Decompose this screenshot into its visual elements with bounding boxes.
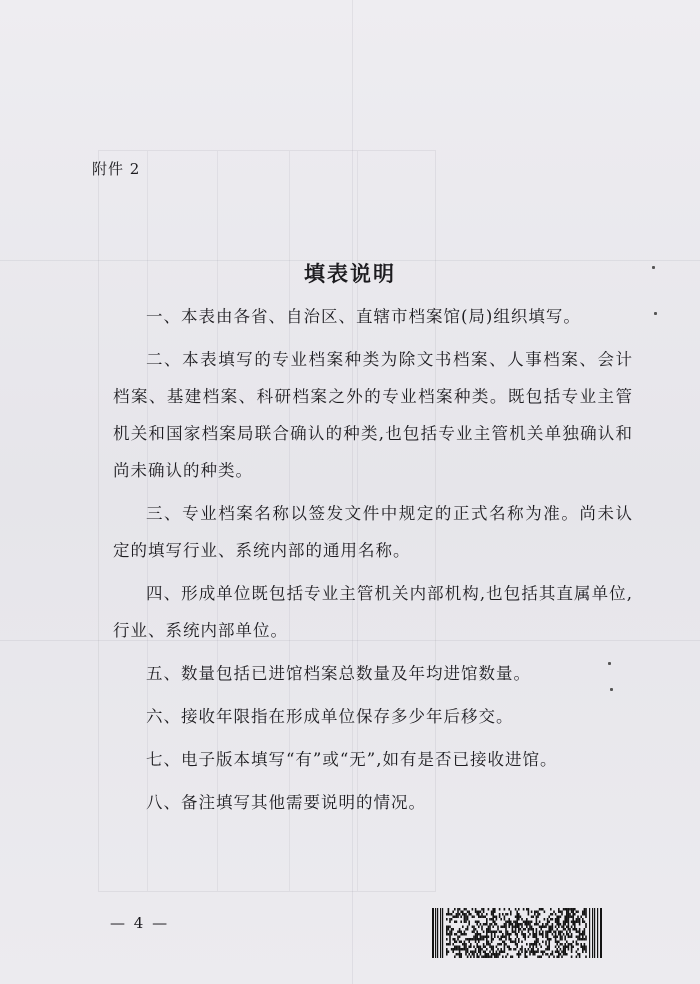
instruction-paragraph: 一、本表由各省、自治区、直辖市档案馆(局)组织填写。	[146, 307, 581, 326]
instruction-paragraph: 六、接收年限指在形成单位保存多少年后移交。	[146, 707, 514, 726]
instruction-paragraph: 二、本表填写的专业档案种类为除文书档案、人事档案、会计档案、基建档案、科研档案之外的专业档案种类。既包括专业主管机关和国家档案局联合确认的种类,也包括专业主管机关单独确认和尚未确认的种类。	[113, 350, 633, 480]
scan-speck	[654, 312, 657, 315]
instruction-paragraph: 五、数量包括已进馆档案总数量及年均进馆数量。	[146, 664, 531, 683]
attachment-label: 附件 2	[92, 160, 141, 178]
instructions-body	[113, 298, 633, 827]
instruction-paragraph: 八、备注填写其他需要说明的情况。	[146, 793, 426, 812]
instruction-paragraph: 七、电子版本填写“有”或“无”,如有是否已接收进馆。	[146, 750, 558, 769]
scan-speck	[608, 662, 611, 665]
scan-speck	[652, 266, 655, 269]
page-number: — 4 —	[110, 914, 170, 932]
instruction-paragraph: 三、专业档案名称以签发文件中规定的正式名称为准。尚未认定的填写行业、系统内部的通用名称。	[113, 504, 633, 560]
instruction-paragraph: 四、形成单位既包括专业主管机关内部机构,也包括其直属单位,行业、系统内部单位。	[113, 584, 633, 640]
pdf417-barcode	[432, 908, 602, 958]
scan-speck	[610, 688, 613, 691]
page-title: 填表说明	[304, 261, 396, 286]
